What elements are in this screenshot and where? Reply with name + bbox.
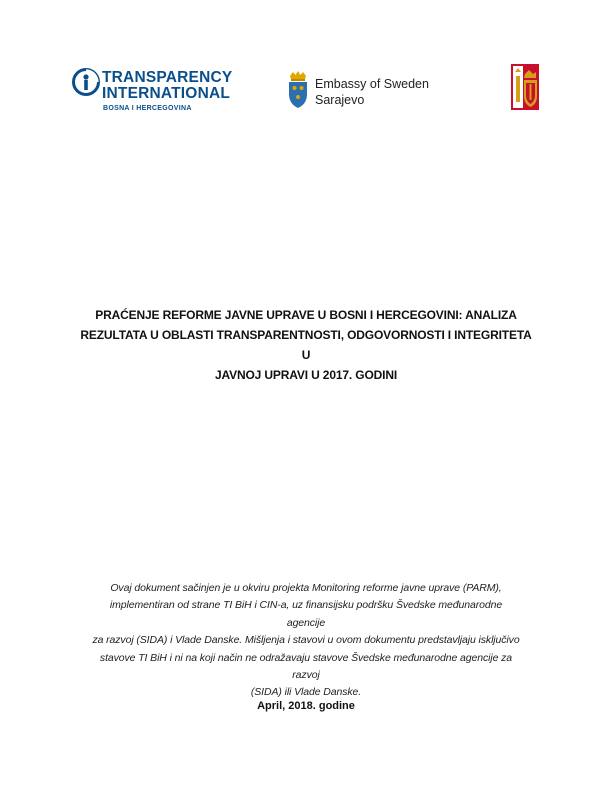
publication-date: April, 2018. godine xyxy=(257,700,355,712)
ti-emblem-icon xyxy=(72,67,100,97)
ti-logo-subtitle: BOSNA I HERCEGOVINA xyxy=(103,105,192,112)
title-line: PRAĆENJE REFORME JAVNE UPRAVE U BOSNI I HERCEGOVINI: ANALIZA xyxy=(95,308,517,322)
denmark-coat-of-arms-icon xyxy=(511,64,539,110)
funding-disclaimer xyxy=(92,580,520,702)
disclaimer-line: (SIDA) ili Vlade Danske. xyxy=(250,686,362,699)
disclaimer-line: implementiran od strane TI BiH i CIN-a, uz finansijsku podršku Švedske međunarodne agencije xyxy=(109,599,503,629)
title-line: REZULTATA U OBLASTI TRANSPARENTNOSTI, ODGOVORNOSTI I INTEGRITETA U xyxy=(80,328,532,362)
ti-logo-text-line1: TRANSPARENCY xyxy=(102,69,233,86)
embassy-name: Embassy of Sweden xyxy=(315,77,429,91)
title-line: JAVNOJ UPRAVI U 2017. GODINI xyxy=(214,368,398,382)
transparency-international-logo xyxy=(72,67,232,113)
disclaimer-line: Ovaj dokument sačinjen je u okviru projekta Monitoring reforme javne uprave (PARM), xyxy=(110,582,502,594)
swedish-crown-shield-icon xyxy=(286,70,310,110)
embassy-of-sweden-logo xyxy=(286,70,436,110)
ti-logo-text-line2: INTERNATIONAL xyxy=(102,85,231,102)
document-title xyxy=(80,305,532,385)
embassy-city: Sarajevo xyxy=(315,93,365,107)
disclaimer-line: stavove TI BiH i ni na koji način ne odražavaju stavove Švedske međunarodne agencije za razvoj xyxy=(99,651,513,682)
disclaimer-line: za razvoj (SIDA) i Vlade Danske. Mišljenja i stavovi u ovom dokumentu predstavljaju isključivo xyxy=(92,634,520,647)
